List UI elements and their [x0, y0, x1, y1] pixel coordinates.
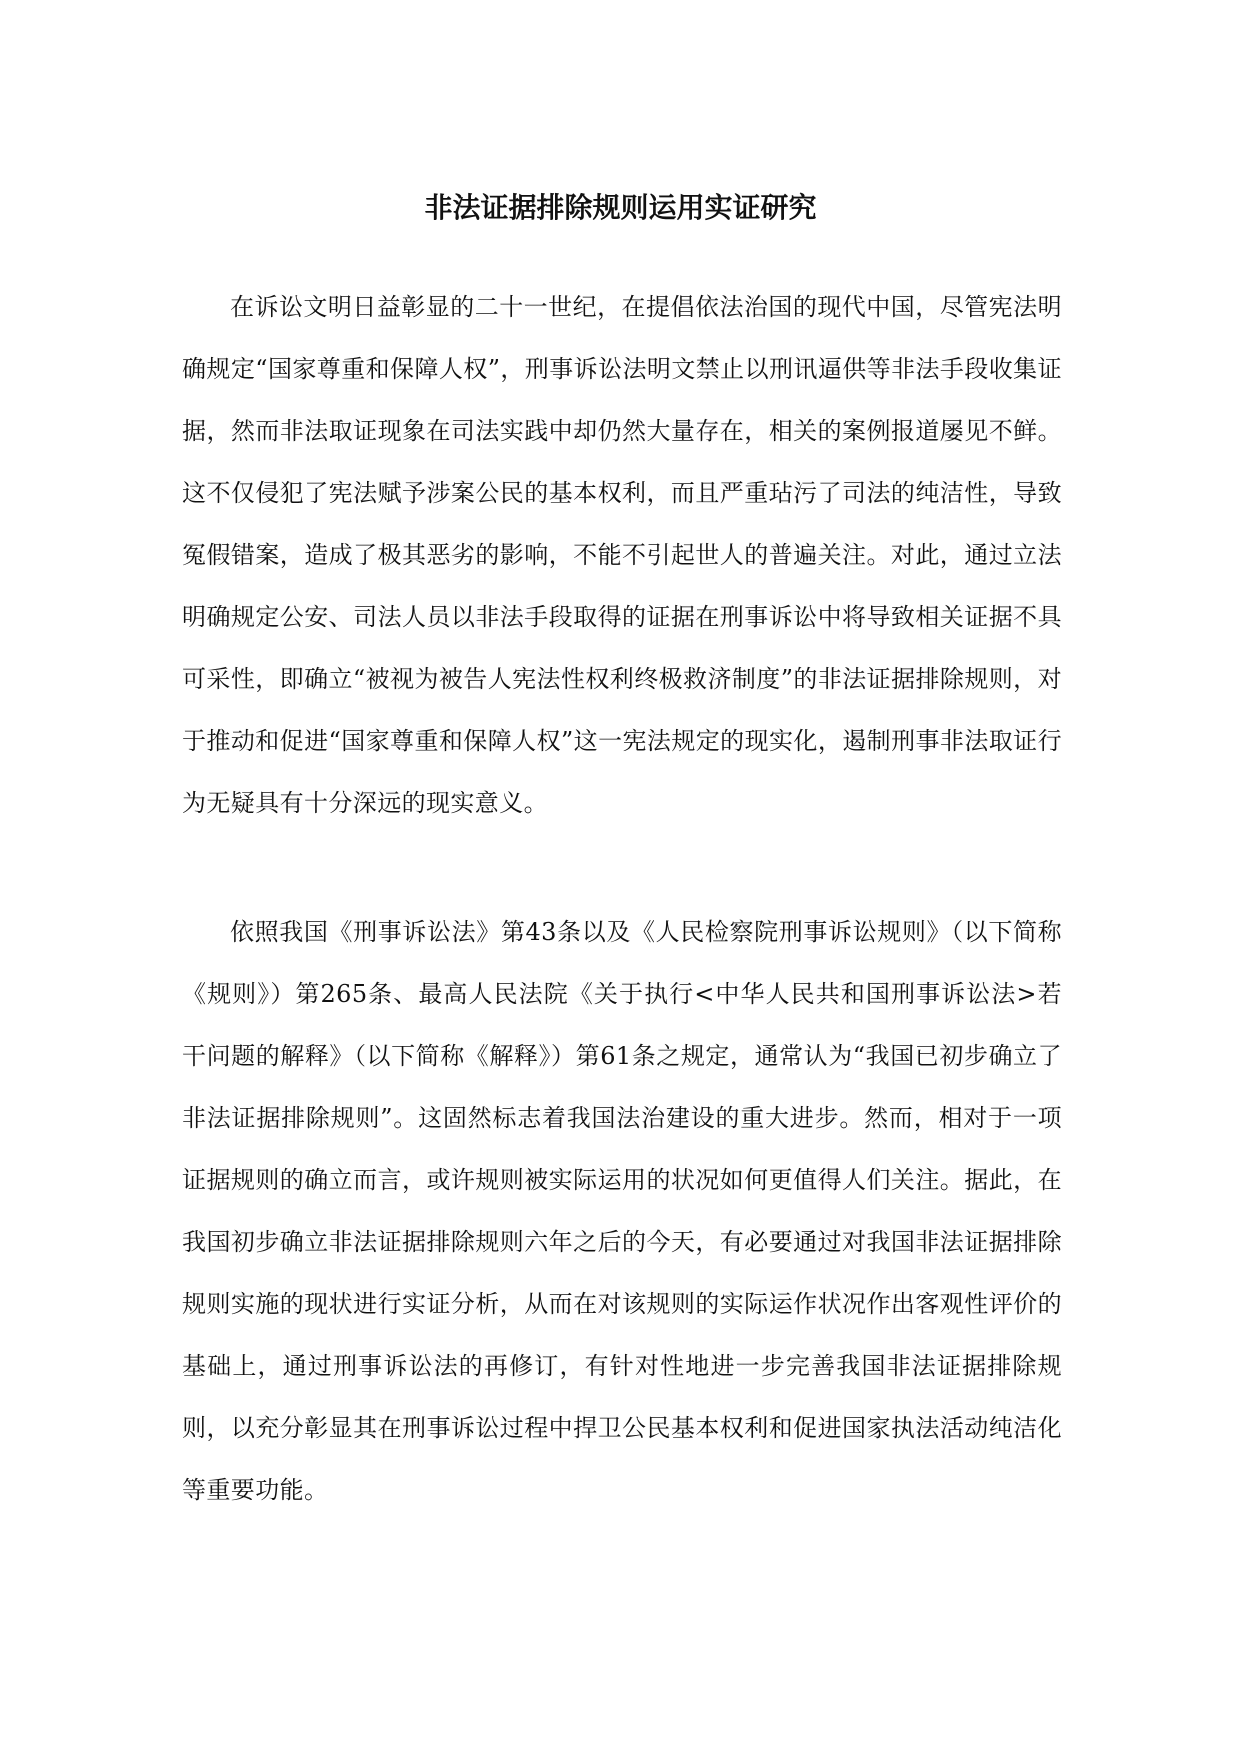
document-title: 非法证据排除规则运用实证研究	[424, 191, 817, 224]
body-paragraph-1: 在诉讼文明日益彰显的二十一世纪，在提倡依法治国的现代中国，尽管宪法明确规定“国家尊重和保障人权”，刑事诉讼法明文禁止以刑讯逼供等非法手段收集证据，然而非法取证现象在司法实践中却仍然大量存在，相关的案例报道屡见不鲜。这不仅侵犯了宪法赋予涉案公民的基本权利，而且严重玷污了司法的纯洁性，导致冤假错案，造成了极其恶劣的影响，不能不引起世人的普遍关注。对此，通过立法明确规定公安、司法人员以非法手段取得的证据在刑事诉讼中将导致相关证据不具可采性，即确立“被视为被告人宪法性权利终极救济制度”的非法证据排除规则，对于推动和促进“国家尊重和保障人权”这一宪法规定的现实化，遏制刑事非法取证行为无疑具有十分深远的现实意义。	[182, 293, 1062, 817]
body-paragraph-2: 依照我国《刑事诉讼法》第43条以及《人民检察院刑事诉讼规则》（以下简称《规则》）第265条、最高人民法院《关于执行<中华人民共和国刑事诉讼法>若干问题的解释》（以下简称《解释》）第61条之规定，通常认为“我国已初步确立了非法证据排除规则”。这固然标志着我国法治建设的重大进步。然而，相对于一项证据规则的确立而言，或许规则被实际运用的状况如何更值得人们关注。据此，在我国初步确立非法证据排除规则六年之后的今天，有必要通过对我国非法证据排除规则实施的现状进行实证分析，从而在对该规则的实际运作状况作出客观性评价的基础上，通过刑事诉讼法的再修订，有针对性地进一步完善我国非法证据排除规则，以充分彰显其在刑事诉讼过程中捍卫公民基本权利和促进国家执法活动纯洁化等重要功能。	[182, 918, 1062, 1504]
